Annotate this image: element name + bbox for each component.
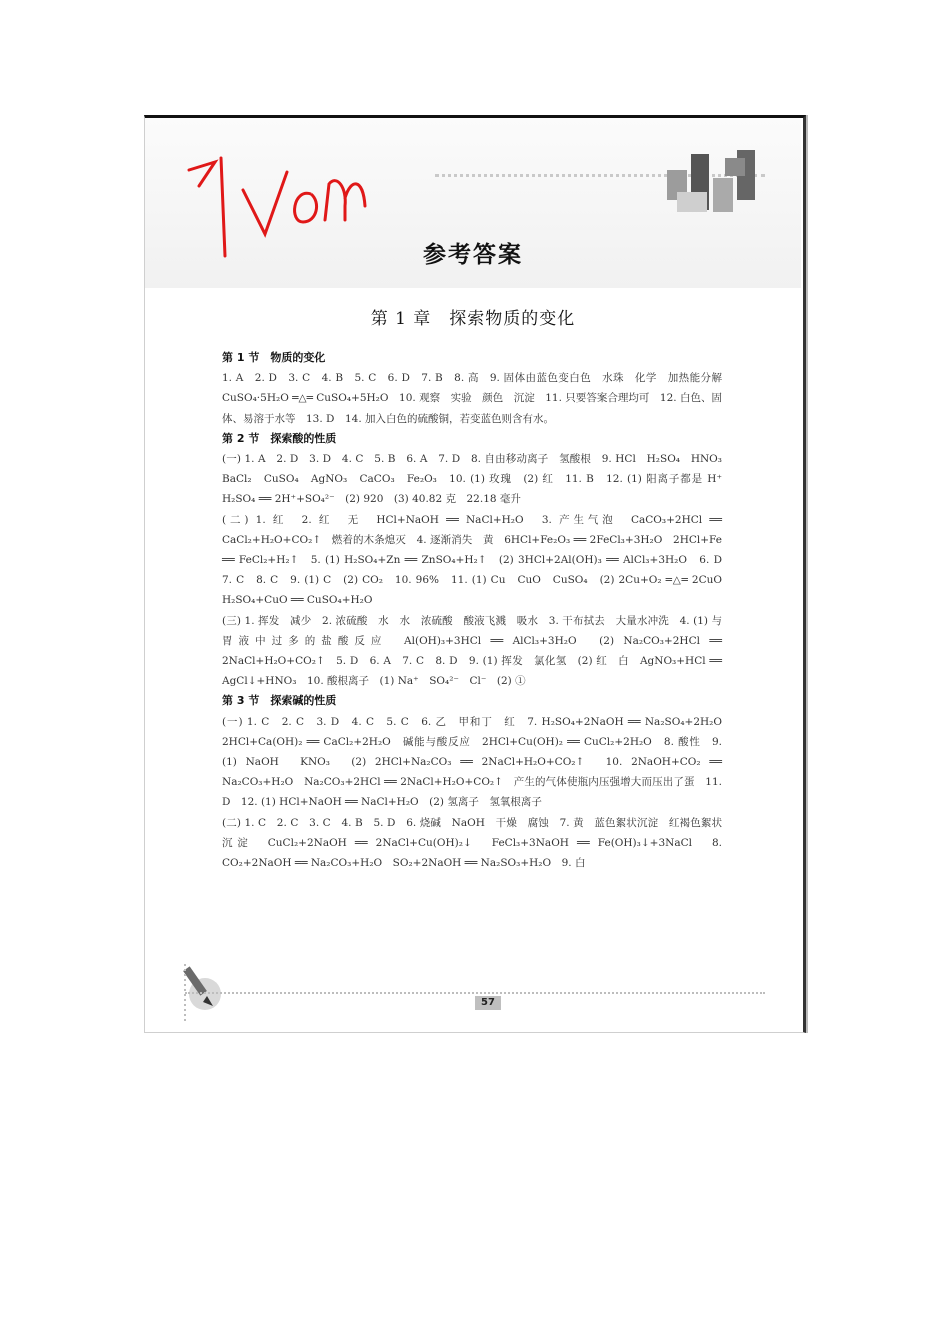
section-title: 第 2 节 探索酸的性质 <box>222 431 337 445</box>
book-page <box>144 115 806 1033</box>
answer-paragraph: (一) 1. A 2. D 3. D 4. C 5. B 6. A 7. D 8. 自由移动离子 氢酸根 9. HCl H₂SO₄ HNO₃ BaCl₂ CuSO₄ AgNO₃ CaCO₃ Fe₂O₃ 10. (1) 玫瑰 (2) 红 11. B 12. (1) 阳离子都是 H⁺ H₂SO₄ ══ 2H⁺+SO₄²⁻ (2) 920 (3) 40.82 克 22.18 毫升 <box>222 453 733 506</box>
header-band <box>145 118 801 288</box>
answer-paragraph: (一) 1. C 2. C 3. D 4. C 5. C 6. 乙 甲和丁 红 7. H₂SO₄+2NaOH ══ Na₂SO₄+2H₂O 2HCl+Ca(OH)₂ ══ CaCl₂+2H₂O 碱能与酸反应 2HCl+Cu(OH)₂ ══ CuCl₂+2H₂O 8. 酸性 9. (1) NaOH KNO₃ (2) 2HCl+Na₂CO₃ ══ 2NaCl+H₂O+CO₂↑ 10. 2NaOH+CO₂ ══ Na₂CO₃+H₂O Na₂CO₃+2HCl ══ 2NaCl+H₂O+CO₂↑ 产生的气体使瓶内压强增大而压出了蛋 11. D 12. (1) HCl+NaOH ══ NaCl+H₂O (2) 氢离子 氢氧根离子 <box>222 715 733 809</box>
answer-paragraph: (二) 1. 红 2. 红 无 HCl+NaOH ══ NaCl+H₂O 3. 产生气泡 CaCO₃+2HCl ══ CaCl₂+H₂O+CO₂↑ 燃着的木条熄灭 4. 逐渐消失 黄 6HCl+Fe₂O₃ ══ 2FeCl₃+3H₂O 2HCl+Fe ══ FeCl₂+H₂↑ 5. (1) H₂SO₄+Zn ══ ZnSO₄+H₂↑ (2) 3HCl+2Al(OH)₃ ══ AlCl₃+3H₂O 6. D 7. C 8. C 9. (1) C (2) CO₂ 10. 96% 11. (1) Cu CuO CuSO₄ (2) 2Cu+O₂ ═△═ 2CuO H₂SO₄+CuO ══ CuSO₄+H₂O <box>222 513 733 607</box>
decorative-blocks <box>667 148 763 218</box>
page-number: 57 <box>475 996 501 1010</box>
chapter-title: 第 1 章 探索物质的变化 <box>370 309 576 329</box>
footer-dotted-line <box>185 992 765 994</box>
answer-paragraph: (二) 1. C 2. C 3. C 4. B 5. D 6. 烧碱 NaOH 干燥 腐蚀 7. 黄 蓝色絮状沉淀 红褐色絮状沉淀 CuCl₂+2NaOH ══ 2NaCl+Cu(OH)₂↓ FeCl₃+3NaOH ══ Fe(OH)₃↓+3NaCl 8. CO₂+2NaOH ══ Na₂CO₃+H₂O SO₂+2NaOH ══ Na₂SO₃+H₂O 9. 白 <box>222 816 722 870</box>
answer-paragraph: (三) 1. 挥发 减少 2. 浓硫酸 水 水 浓硫酸 酸液飞溅 吸水 3. 干布拭去 大量水冲洗 4. (1) 与胃液中过多的盐酸反应 Al(OH)₃+3HCl ══ AlCl₃+3H₂O (2) Na₂CO₃+2HCl ══ 2NaCl+H₂O+CO₂↑ 5. D 6. A 7. C 8. D 9. (1) 挥发 氯化氢 (2) 红 白 AgNO₃+HCl ══ AgCl↓+HNO₃ 10. 酸根离子 (1) Na⁺ SO₄²⁻ Cl⁻ (2) ① <box>222 614 722 688</box>
section-title: 第 1 节 物质的变化 <box>222 351 326 364</box>
page-title: 参考答案 <box>423 241 523 268</box>
answer-paragraph: 1. A 2. D 3. C 4. B 5. C 6. D 7. B 8. 高 9. 固体由蓝色变白色 水珠 化学 加热能分解 CuSO₄·5H₂O ═△═ CuSO₄+5H₂O 10. 观察 实验 颜色 沉淀 11. 只要答案合理均可 12. 白色、固体、易溶于水等 13. D 14. 加入白色的硫酸铜，若变蓝色则含有水。 <box>222 372 733 425</box>
pencil-icon <box>165 956 235 1026</box>
answer-content <box>222 348 733 873</box>
section-title: 第 3 节 探索碱的性质 <box>222 694 337 708</box>
